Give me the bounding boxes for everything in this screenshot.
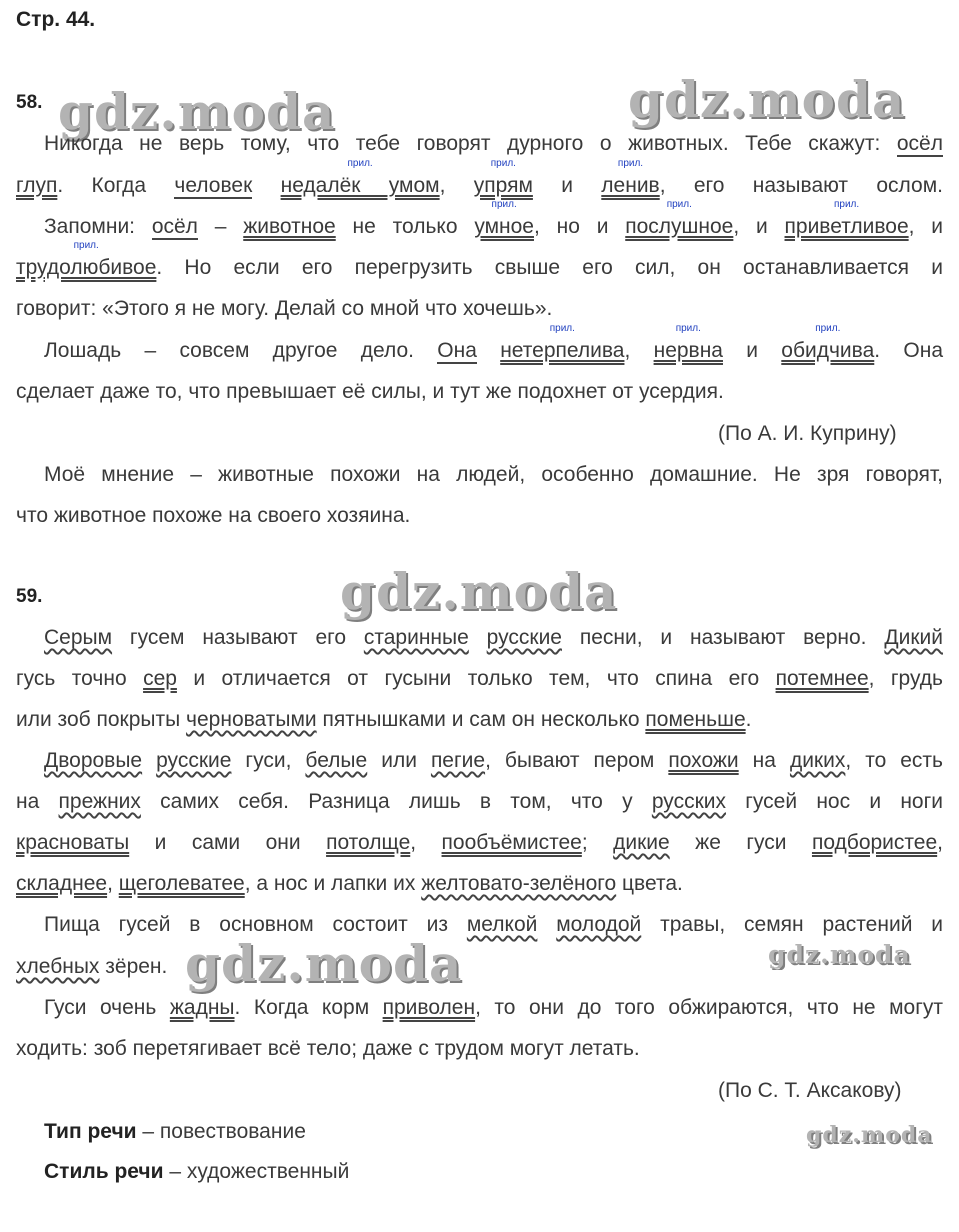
page-number: Стр. 44. — [16, 8, 96, 31]
adj-tag: прил. — [549, 323, 575, 334]
text-line: говорит: «Этого я не могу. Делай со мной что хочешь». — [16, 297, 553, 320]
predicate-word: сер — [143, 667, 177, 690]
attribute-word: Дикий — [884, 626, 943, 649]
text-line: складнее, щеголеватее, а нос и лапки их желтовато-зелёного цвета. — [16, 872, 683, 895]
attribute-word: Дворовые — [44, 749, 143, 772]
attribute-word: хлебных — [16, 955, 100, 978]
text: , его называют ослом. — [659, 174, 943, 197]
predicate-word: прил. нетерпелива — [500, 323, 625, 362]
predicate-word: прил. обидчива — [781, 323, 875, 362]
attribute-word: молодой — [556, 913, 642, 936]
predicate-word: животное — [243, 215, 336, 238]
text-line: красноваты и сами они потолще, пообъёмистее; дикие же гуси подбористее, — [16, 831, 943, 854]
watermark: gdz.moda — [628, 70, 906, 129]
predicate-word: прил. послушное — [625, 199, 734, 238]
attribute-word: прежних — [58, 790, 141, 813]
subject-word: человек — [174, 174, 253, 197]
text-line: гусь точно сер и отличается от гусыни только тем, что спина его потемнее, грудь — [16, 667, 943, 690]
watermark: gdz.moda — [340, 562, 618, 621]
attribute-word: дикие — [613, 831, 670, 854]
speech-style: Стиль речи – художественный — [44, 1160, 350, 1183]
text-line: Дворовые русские гуси, белые или пегие, бывают пером похожи на диких, то есть — [44, 749, 943, 772]
predicate-word: прил. приветливое — [784, 199, 909, 238]
adj-tag: прил. — [490, 158, 516, 169]
text-line: Моё мнение – животные похожи на людей, особенно домашние. Не зря говорят, — [44, 463, 943, 486]
attribute-word: русские — [486, 626, 562, 649]
adj-tag: прил. — [617, 158, 644, 169]
source-citation: (По С. Т. Аксакову) — [718, 1079, 902, 1102]
predicate-word: прил. трудолюбивое — [16, 240, 157, 279]
source-citation: (По А. И. Куприну) — [718, 422, 897, 445]
predicate-word: прил. ленив — [601, 158, 660, 197]
predicate-word: пообъёмистее — [441, 831, 582, 854]
text-line: или зоб покрыты черноватыми пятнышками и сам он несколько поменьше. — [16, 708, 752, 731]
text-line: на прежних самих себя. Разница лишь в том, что у русских гусей нос и ноги — [16, 790, 943, 813]
predicate-word: красноваты — [16, 831, 130, 854]
predicate-word: складнее — [16, 872, 108, 895]
attribute-word: диких — [789, 749, 846, 772]
watermark: gdz.moda — [58, 82, 336, 141]
text-line: что животное похоже на своего хозяина. — [16, 504, 411, 527]
adj-tag: прил. — [666, 199, 692, 210]
text-line: ходить: зоб перетягивает всё тело; даже с трудом могут летать. — [16, 1037, 640, 1060]
text-line: глуп. Когда человек прил. недалёк умом, прил. упрям и прил. ленив, его называют ослом. — [16, 158, 943, 197]
predicate-word: щеголеватее — [118, 872, 245, 895]
text-line: хлебных зёрен. — [16, 955, 168, 978]
text-line: Гуси очень жадны. Когда корм приволен, то они до того обжираются, что не могут — [44, 996, 943, 1019]
text-line — [16, 240, 943, 282]
text: Никогда не верь тому, что тебе говорят дурного о животных. Тебе скажут: — [44, 132, 897, 155]
attribute-word: Серым — [44, 626, 113, 649]
attribute-word: пегие — [430, 749, 486, 772]
text-line — [16, 130, 943, 158]
attribute-word: мелкой — [466, 913, 538, 936]
predicate-word: потемнее — [775, 667, 869, 690]
predicate-word: глуп — [16, 174, 58, 197]
exercise-number: 59. — [16, 586, 43, 607]
predicate-word: потолще — [326, 831, 411, 854]
predicate-word: подбористее — [811, 831, 938, 854]
predicate-word: поменьше — [645, 708, 746, 731]
adj-tag: прил. — [73, 240, 99, 251]
text-line: Лошадь – совсем другое дело. Она прил. нетерпелива, прил. нервна и прил. обидчива. Она — [44, 323, 944, 362]
attribute-word: черноватыми — [186, 708, 317, 731]
predicate-word: прил. недалёк умом — [280, 158, 440, 197]
attribute-word: русских — [651, 790, 726, 813]
predicate-word: приволен — [382, 996, 476, 1019]
text: . Но если его перегрузить свыше его сил, он останавливается и — [156, 256, 943, 279]
subject-word: Она — [437, 339, 477, 362]
attribute-word: белые — [305, 749, 368, 772]
predicate-word: прил. упрям — [473, 158, 533, 197]
speech-type: Тип речи – повествование — [44, 1120, 306, 1143]
watermark: gdz.moda — [185, 934, 463, 993]
adj-tag: прил. — [675, 323, 701, 334]
watermark: gdz.moda — [806, 1122, 933, 1148]
text-line: Пища гусей в основном состоит из мелкой молодой травы, семян растений и — [44, 913, 943, 936]
attribute-word: желтовато-зелёного — [421, 872, 617, 895]
predicate-word: прил. нервна — [653, 323, 723, 362]
predicate-word: жадны — [169, 996, 235, 1019]
attribute-word: русские — [156, 749, 232, 772]
text-line: Запомни: осёл – животное не только прил. умное, но и прил. послушное, и прил. приветливое, и — [44, 199, 943, 238]
adj-tag: прил. — [833, 199, 860, 210]
text-line: Серым гусем называют его старинные русские песни, и называют верно. Дикий — [44, 626, 943, 649]
attribute-word: старинные — [363, 626, 469, 649]
watermark: gdz.moda — [768, 940, 911, 969]
adj-tag: прил. — [815, 323, 841, 334]
subject-word: осёл — [896, 132, 943, 155]
adj-tag: прил. — [491, 199, 517, 210]
text-line: сделает даже то, что превышает её силы, и тут же подохнет от усердия. — [16, 380, 724, 403]
exercise-number: 58. — [16, 92, 43, 113]
predicate-word: прил. умное — [474, 199, 534, 238]
text: . Когда — [57, 174, 175, 197]
subject-word: осёл — [151, 215, 198, 238]
adj-tag: прил. — [347, 158, 373, 169]
predicate-word: похожи — [668, 749, 739, 772]
